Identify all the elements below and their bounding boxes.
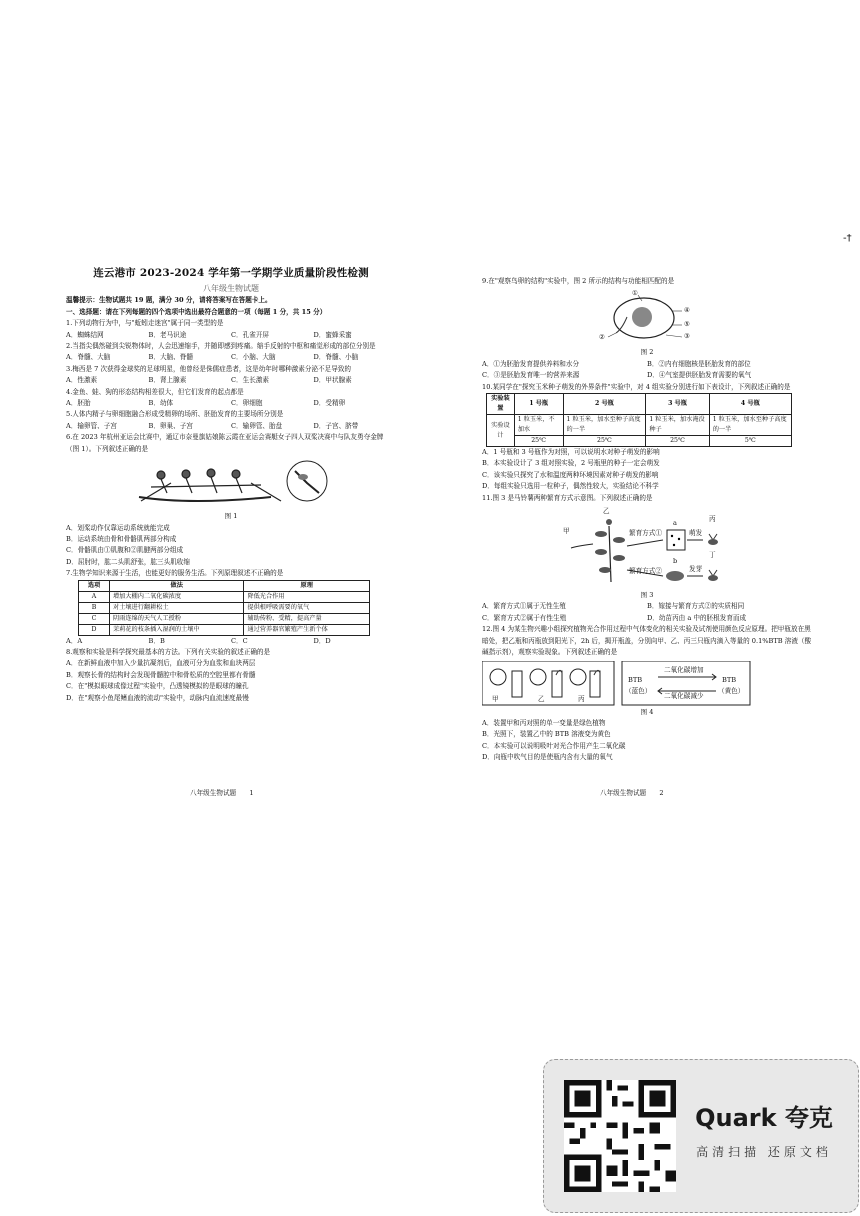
option: C．骨骼肌由①肌腹和②肌腱两部分组成 <box>66 546 184 555</box>
fig4-label: 甲 <box>492 694 499 703</box>
table-cell: 1 粒玉米，加水至种子高度的一半 <box>563 415 646 436</box>
rowing-illustration <box>131 457 331 511</box>
q11-options <box>482 601 812 624</box>
figure-1 <box>131 457 331 511</box>
fig3-label: 丙 <box>709 515 716 524</box>
fig2-label: ⑤ <box>684 320 690 329</box>
table-row <box>79 591 370 602</box>
table-cell: 实验设计 <box>487 415 515 447</box>
q7-table <box>78 580 370 636</box>
option: D．甲状腺素 <box>313 376 352 385</box>
option: D．D <box>313 636 331 645</box>
section-heading: 一、选择题：请在下列每题的四个选项中选出最符合题意的一项（每题 1 分，共 15 分） <box>66 307 327 316</box>
table-cell: 通过营养器官繁殖产生新个体 <box>244 624 370 635</box>
option: A．A <box>66 636 83 645</box>
fig2-label: ② <box>599 333 605 342</box>
page-footer-1: 八年级生物试题 1 <box>190 789 254 797</box>
option: B．老马识途 <box>148 330 187 339</box>
option: D．④气室提供胚胎发育需要的氧气 <box>647 371 752 380</box>
option: A．输卵管、子宫 <box>66 421 117 430</box>
table-cell: 25℃ <box>563 436 646 447</box>
table-cell: 辅助传粉、受精，提高产量 <box>244 613 370 624</box>
option: C．C <box>231 636 248 645</box>
fig3-label: 萌发 <box>689 529 703 538</box>
q2-options <box>66 352 396 363</box>
table-header: 1 号瓶 <box>514 394 563 415</box>
option: D．向瓶中吹气目的是使瓶内含有大量的氧气 <box>482 753 613 762</box>
table-cell: 5℃ <box>709 436 791 447</box>
corner-mark: -† <box>843 233 852 244</box>
quark-logo: Quark 夸克 <box>695 1104 833 1132</box>
question-9: 9.在"观察鸟卵的结构"实验中，图 2 所示的结构与功能相匹配的是 <box>482 277 675 285</box>
option: A．蜘蛛结网 <box>66 330 104 339</box>
option: A．①为胚胎发育提供养料和水分 <box>482 359 580 368</box>
right-column <box>482 276 812 764</box>
figure-1-caption: 图 1 <box>224 512 238 521</box>
table-row <box>487 415 792 436</box>
table-cell: 提供根呼吸需要的氧气 <box>244 602 370 613</box>
option: C．该实验只探究了水和温度两种环境因素对种子萌发的影响 <box>482 470 659 479</box>
fig4-label: （蓝色） <box>625 686 652 695</box>
option: B．卵巢、子宫 <box>148 421 193 430</box>
option: C．卵细胞 <box>231 399 263 408</box>
table-header: 实验装置 <box>487 394 515 415</box>
table-row <box>79 602 370 613</box>
fig3-label: 甲 <box>563 527 570 536</box>
table-header: 3 号瓶 <box>646 394 709 415</box>
table-cell: 25℃ <box>514 436 563 447</box>
figure-4 <box>482 661 752 707</box>
table-cell: 1 粒玉米，不加水 <box>514 415 563 436</box>
option: A．在新鲜血液中加入少量抗凝剂后，血液可分为血浆和血块两层 <box>66 659 256 668</box>
option: B．大脑、脊髓 <box>148 353 193 362</box>
option: C．本实验可以说明吸叶对光合作用产生二氧化碳 <box>482 741 626 750</box>
fig2-label: ① <box>632 289 638 298</box>
q4-options <box>66 398 396 409</box>
table-cell: A <box>79 591 110 602</box>
table-row <box>487 436 792 447</box>
question-4: 4.金鱼、蛙、狗的形态结构相差很大，但它们发育的起点都是 <box>66 387 244 396</box>
exam-subtitle: 八年级生物试题 <box>203 284 259 294</box>
question-5: 5.人体内精子与卵细胞融合形成受精卵的场所、胚胎发育的主要场所分别是 <box>66 410 284 419</box>
quark-tagline: 高清扫描 还原文档 <box>696 1145 832 1159</box>
option: D．幼苗丙由 a 中的胚根发育而成 <box>647 613 747 622</box>
fig4-label: BTB <box>628 675 643 684</box>
option: B．肾上腺素 <box>148 376 187 385</box>
question-7: 7.生物学知识来源于生活，也能更好的服务生活。下列原理叙述不正确的是 <box>66 569 284 578</box>
option: B．运动系统由骨和骨骼肌两部分构成 <box>66 534 177 543</box>
notice: 温馨提示：生物试题共 19 题，满分 30 分，请将答案写在答题卡上。 <box>66 296 272 305</box>
table-cell: 阴雨连绵的天气人工授粉 <box>110 613 244 624</box>
table-header: 2 号瓶 <box>563 394 646 415</box>
option: C．孔雀开屏 <box>231 330 270 339</box>
option: A．繁育方式①属于无性生殖 <box>482 602 566 611</box>
q5-options <box>66 421 396 432</box>
q1-options <box>66 330 396 341</box>
option: D．脊髓、小脑 <box>313 353 359 362</box>
fig4-label: 二氧化碳减少 <box>664 691 704 700</box>
btb-experiment-diagram <box>482 661 752 707</box>
qr-code-icon[interactable] <box>564 1080 676 1192</box>
q3-options <box>66 375 396 386</box>
option: B．B <box>148 636 165 645</box>
exam-title: 连云港市 2023-2024 学年第一学期学业质量阶段性检测 <box>93 267 369 279</box>
option: A．划桨动作仅靠运动系统就能完成 <box>66 523 170 532</box>
question-3: 3.梅西是 7 次获得金球奖的足球明星，他曾经是侏儒症患者，这是幼年时哪种激素分泌不足导致的 <box>66 364 352 373</box>
option: B．本实验设计了 3 组对照实验，2 号瓶里的种子一定会萌发 <box>482 459 660 468</box>
option: D．屈肘时，肱二头肌舒张，肱三头肌收缩 <box>66 557 190 566</box>
option: D．每组实验只选用一粒种子，偶然性较大，实验结论不科学 <box>482 482 659 491</box>
table-cell: 1 粒玉米，加水至种子高度的一半 <box>709 415 791 436</box>
figure-2 <box>582 289 712 347</box>
fig3-label: 繁育方式② <box>629 567 662 576</box>
fig3-label: b <box>673 557 678 566</box>
quark-brand <box>674 1098 854 1160</box>
fig2-label: ④ <box>684 306 690 315</box>
fig3-label: 繁育方式① <box>629 529 662 538</box>
option: D．蜜蜂采蜜 <box>313 330 352 339</box>
option: B．观察长骨的结构时会发现骨髓腔中和骨松质的空腔里都有骨髓 <box>66 670 256 679</box>
table-cell: 茉莉花的枝条插入湿润的土壤中 <box>110 624 244 635</box>
option: C．小脑、大脑 <box>231 353 276 362</box>
question-2: 2.当指尖偶然碰到尖锐物体时，人会迅速缩手，并随即感到疼痛。缩手反射的中枢和痛觉形成的部位分别是 <box>66 342 376 351</box>
fig2-label: ③ <box>684 332 690 341</box>
table-header: 4 号瓶 <box>709 394 791 415</box>
scanner-watermark-card <box>543 1059 859 1213</box>
question-10: 10.某同学在"探究玉米种子萌发的外界条件"实验中，对 4 组实验分别进行如下表设计，下列叙述正确的是 <box>482 382 791 391</box>
option: B．②内有细胞核是胚胎发育的部位 <box>647 359 751 368</box>
option: A．1 号瓶和 3 号瓶作为对照，可以说明水对种子萌发的影响 <box>482 448 660 457</box>
option: D．子宫、脐带 <box>313 421 359 430</box>
figure-4-caption: 图 4 <box>640 707 654 716</box>
option: C．繁育方式②属于有性生殖 <box>482 613 567 622</box>
fig3-label: 乙 <box>603 507 610 516</box>
table-header: 选项 <box>79 580 110 591</box>
fig4-label: 乙 <box>538 694 545 703</box>
table-row <box>79 613 370 624</box>
question-6: 6.在 2023 年杭州亚运会比赛中，通辽市奈曼旗姑娘陈云霞在亚运会赛艇女子四人双桨决赛中与队友勇夺金牌（图 1）。下列叙述正确的是 <box>66 433 384 453</box>
option: B．幼体 <box>148 399 174 408</box>
option: D．受精卵 <box>313 399 346 408</box>
fig4-label: BTB <box>722 675 737 684</box>
option: B．光照下，装置乙中的 BTB 溶液变为黄色 <box>482 730 611 739</box>
option: C．③是胚胎发育唯一的营养来源 <box>482 371 580 380</box>
question-11: 11.图 3 是马铃薯两种繁育方式示意图。下列叙述正确的是 <box>482 493 653 502</box>
table-cell: D <box>79 624 110 635</box>
question-8: 8.观察和实验是科学探究最基本的方法。下列有关实验的叙述正确的是 <box>66 647 271 656</box>
table-cell: 对土壤进行翻耕松土 <box>110 602 244 613</box>
table-cell: 增加大棚内二氧化碳浓度 <box>110 591 244 602</box>
fig4-label: （黄色） <box>718 686 745 695</box>
fig4-label: 二氧化碳增加 <box>664 665 704 674</box>
table-cell: C <box>79 613 110 624</box>
figure-3-caption: 图 3 <box>640 591 654 600</box>
option: C．在"模拟眼球成像过程"实验中，凸透镜模拟的是眼球的瞳孔 <box>66 682 249 691</box>
question-12: 12.图 4 为某生物兴趣小组探究植物光合作用过程中气体变化的相关实验及试剂使用颜色反应原理。把甲瓶放在黑暗处，把乙瓶和丙瓶放到阳光下，2h 后，揭开瓶盖，分别向甲、乙、丙三只瓶内滴入等量的 0.1%BTB 溶液（酸碱指示剂），观察实验现象。下列叙述正确的是 <box>482 625 812 657</box>
table-cell: 1 粒玉米，加水淹没种子 <box>646 415 709 436</box>
q9-options <box>482 359 812 382</box>
option: C．生长激素 <box>231 376 270 385</box>
table-cell: 25℃ <box>646 436 709 447</box>
option: D．在"观察小鱼尾鳍血液的流动"实验中，动脉内血流速度最慢 <box>66 693 249 702</box>
option: B．嫁接与繁育方式②的实质相同 <box>647 602 745 611</box>
option: C．输卵管、胎盘 <box>231 421 283 430</box>
table-header: 原理 <box>244 580 370 591</box>
option: A．脊髓、大脑 <box>66 353 111 362</box>
table-cell: B <box>79 602 110 613</box>
fig4-label: 丙 <box>578 694 585 703</box>
table-row <box>79 624 370 635</box>
q7-options <box>66 636 396 647</box>
left-column <box>66 268 396 704</box>
option: A．性激素 <box>66 376 98 385</box>
table-header: 做法 <box>110 580 244 591</box>
question-1: 1.下列动物行为中，与"蚯蚓走迷宫"属于同一类型的是 <box>66 319 224 328</box>
fig3-label: 发芽 <box>689 565 703 574</box>
fig3-label: 丁 <box>709 551 716 560</box>
option: A．装置甲和丙对照的单一变量是绿色植物 <box>482 718 606 727</box>
table-cell: 降低光合作用 <box>244 591 370 602</box>
page-footer-2: 八年级生物试题 2 <box>600 789 664 797</box>
option: A．胚胎 <box>66 399 91 408</box>
q10-table <box>486 393 792 447</box>
fig3-label: a <box>673 519 677 528</box>
figure-3 <box>557 506 737 590</box>
figure-2-caption: 图 2 <box>640 348 654 357</box>
